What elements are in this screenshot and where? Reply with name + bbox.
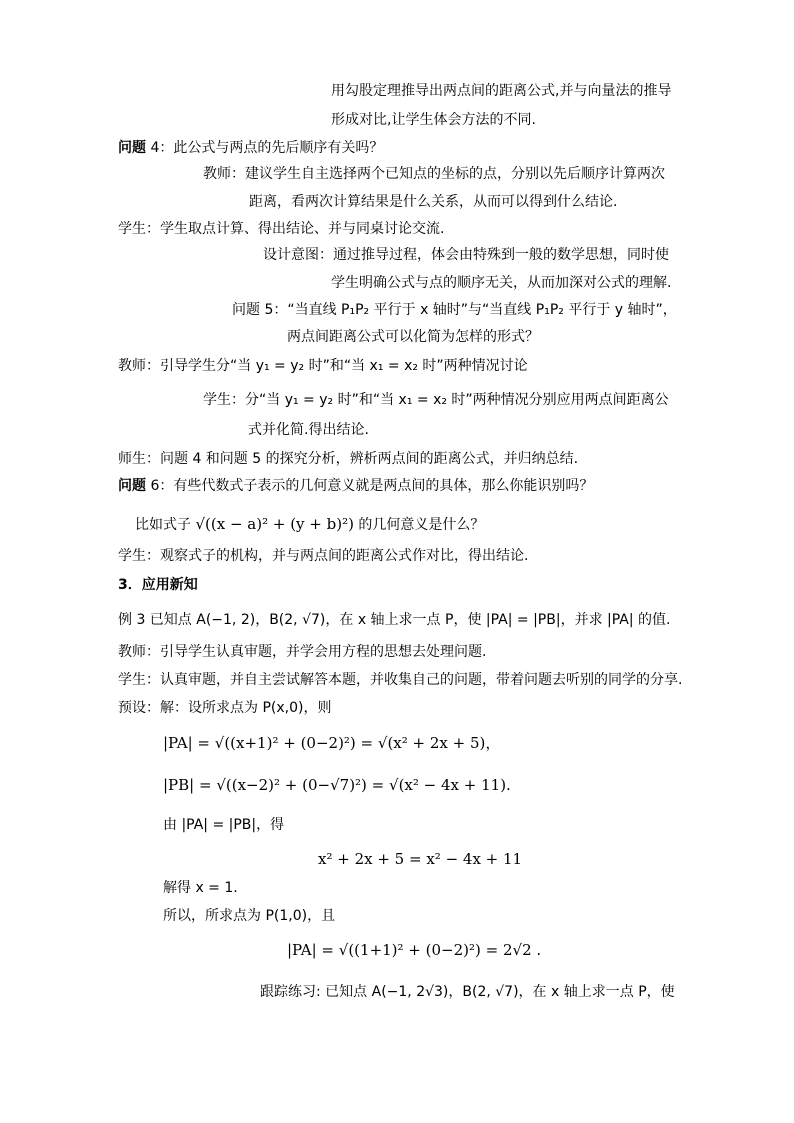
- text-line: 学生明确公式与点的顺序无关，从而加深对公式的理解.: [331, 275, 672, 291]
- question-text: 6：有些代数式子表示的几何意义就是两点间的具体，那么你能识别吗？: [146, 478, 594, 494]
- text-line: 所以，所求点为 P(1,0)，且: [163, 908, 336, 924]
- text-line: 解得 x = 1.: [163, 880, 238, 896]
- question-label: 问题: [118, 140, 146, 156]
- equation-pa: |PA| = √((x+1)² + (0−2)²) = √(x² + 2x + 5)，: [163, 734, 501, 752]
- question-text: 4：此公式与两点的先后顺序有关吗？: [146, 140, 384, 156]
- text-line: 学生：观察式子的机构，并与两点间的距离公式作对比，得出结论.: [118, 548, 529, 564]
- question-6: [118, 476, 593, 496]
- text-line: 教师：建议学生自主选择两个已知点的坐标的点，分别以先后顺序计算两次: [203, 166, 665, 182]
- equation-result: |PA| = √((1+1)² + (0−2)²) = 2√2 .: [287, 941, 542, 959]
- example-3: 例 3 已知点 A(−1, 2)，B(2, √7)，在 x 轴上求一点 P，使 |PA| = |PB|，并求 |PA| 的值.: [118, 612, 671, 628]
- text-line: 预设：解：设所求点为 P(x,0)，则: [118, 700, 332, 716]
- text-line: 形成对比,让学生体会方法的不同.: [331, 112, 536, 128]
- text-line: 学生：分“当 y₁ = y₂ 时”和“当 x₁ = x₂ 时”两种情况分别应用两点间距离公: [203, 392, 669, 408]
- equation-equal: x² + 2x + 5 = x² − 4x + 11: [318, 850, 523, 868]
- text-line: 师生：问题 4 和问题 5 的探究分析，辨析两点间的距离公式，并归纳总结.: [118, 451, 579, 467]
- text: 比如式子: [135, 517, 191, 533]
- example-expression-line: [135, 510, 484, 539]
- text-line: 设计意图：通过推导过程，体会由特殊到一般的数学思想，同时使: [263, 247, 669, 263]
- equation-pb: |PB| = √((x−2)² + (0−√7)²) = √(x² − 4x + 11).: [163, 776, 511, 794]
- question-4: [118, 138, 383, 158]
- question-label: 问题: [118, 478, 146, 494]
- text-line: 学生：认真审题，并自主尝试解答本题，并收集自己的问题，带着问题去听别的同学的分享.: [118, 672, 683, 688]
- text-line: 用勾股定理推导出两点间的距离公式,并与向量法的推导: [331, 83, 672, 99]
- text-line: 式并化简.得出结论.: [248, 422, 369, 438]
- section-heading: 3．应用新知: [118, 577, 198, 593]
- text-line: 教师：引导学生分“当 y₁ = y₂ 时”和“当 x₁ = x₂ 时”两种情况讨论: [118, 358, 528, 374]
- math-expression: √((x − a)² + (y + b)²): [195, 515, 354, 533]
- text-line: 教师：引导学生认真审题，并学会用方程的思想去处理问题.: [118, 644, 487, 660]
- text: 的几何意义是什么？: [358, 517, 485, 533]
- question-5: 问题 5：“当直线 P₁P₂ 平行于 x 轴时”与“当直线 P₁P₂ 平行于 y 轴时”，: [232, 302, 677, 318]
- text-line: 两点间距离公式可以化简为怎样的形式？: [287, 329, 539, 345]
- text-line: 由 |PA| = |PB|，得: [163, 817, 285, 833]
- text-line: 学生：学生取点计算、得出结论、并与同桌讨论交流.: [118, 221, 445, 237]
- text-line: 距离，看两次计算结果是什么关系，从而可以得到什么结论.: [249, 194, 618, 210]
- practice-line: 跟踪练习: 已知点 A(−1, 2√3)，B(2, √7)，在 x 轴上求一点 P，使: [260, 984, 675, 1000]
